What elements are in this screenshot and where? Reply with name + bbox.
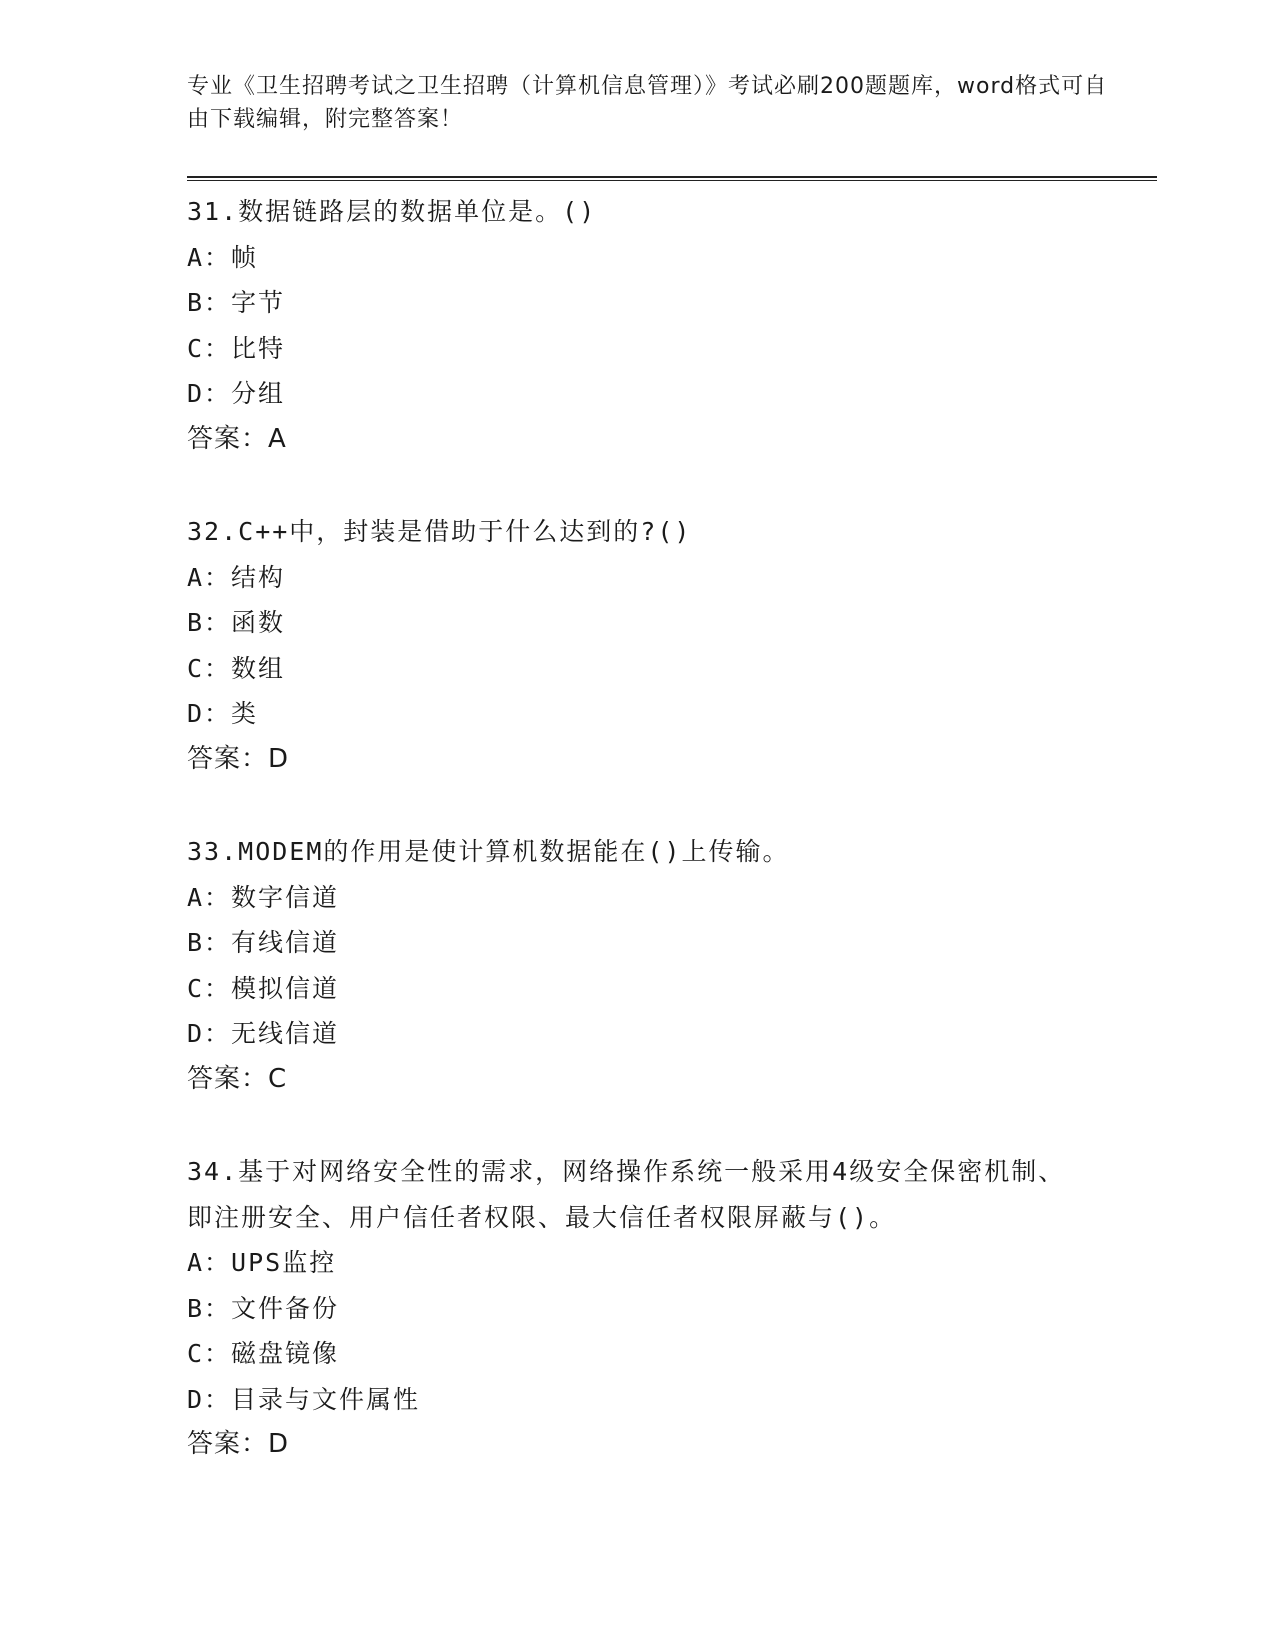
option-a: A：数字信道: [187, 882, 340, 912]
option-c: C：数组: [187, 653, 286, 683]
question-stem: 34.基于对网络安全性的需求，网络操作系统一般采用4级安全保密机制、即注册安全、用户信任者权限、最大信任者权限屏蔽与()。: [187, 1157, 1066, 1232]
document-page: [187, 70, 1157, 1468]
question-stem: 32.C++中，封装是借助于什么达到的?(): [187, 517, 692, 546]
question-33: [187, 829, 1157, 1102]
option-b: B：有线信道: [187, 928, 340, 957]
answer-line: 答案：D: [187, 1429, 290, 1459]
option-c: C：模拟信道: [187, 973, 340, 1003]
question-34: [187, 1149, 1157, 1468]
answer-line: 答案：A: [187, 423, 287, 454]
option-b: B：字节: [187, 288, 286, 317]
option-c: C：磁盘镜像: [187, 1339, 340, 1368]
question-31: [187, 189, 1157, 462]
option-a: A：UPS监控: [187, 1248, 337, 1277]
option-a: A：帧: [187, 242, 259, 272]
option-d: D：目录与文件属性: [187, 1384, 421, 1414]
option-d: D：分组: [187, 379, 286, 408]
document-header: 专业《卫生招聘考试之卫生招聘（计算机信息管理）》考试必刷200题题库，word格式可自由下载编辑，附完整答案！: [187, 74, 1108, 132]
option-d: D：类: [187, 699, 259, 728]
option-a: A：结构: [187, 562, 286, 592]
option-d: D：无线信道: [187, 1019, 340, 1048]
answer-line: 答案：C: [187, 1063, 288, 1094]
option-b: B：文件备份: [187, 1293, 340, 1323]
question-32: [187, 509, 1157, 782]
option-c: C：比特: [187, 333, 286, 363]
header-divider: [187, 176, 1157, 181]
question-stem: 33.MODEM的作用是使计算机数据能在()上传输。: [187, 837, 790, 866]
option-b: B：函数: [187, 608, 286, 637]
answer-line: 答案：D: [187, 743, 290, 774]
question-stem: 31.数据链路层的数据单位是。(): [187, 197, 597, 226]
